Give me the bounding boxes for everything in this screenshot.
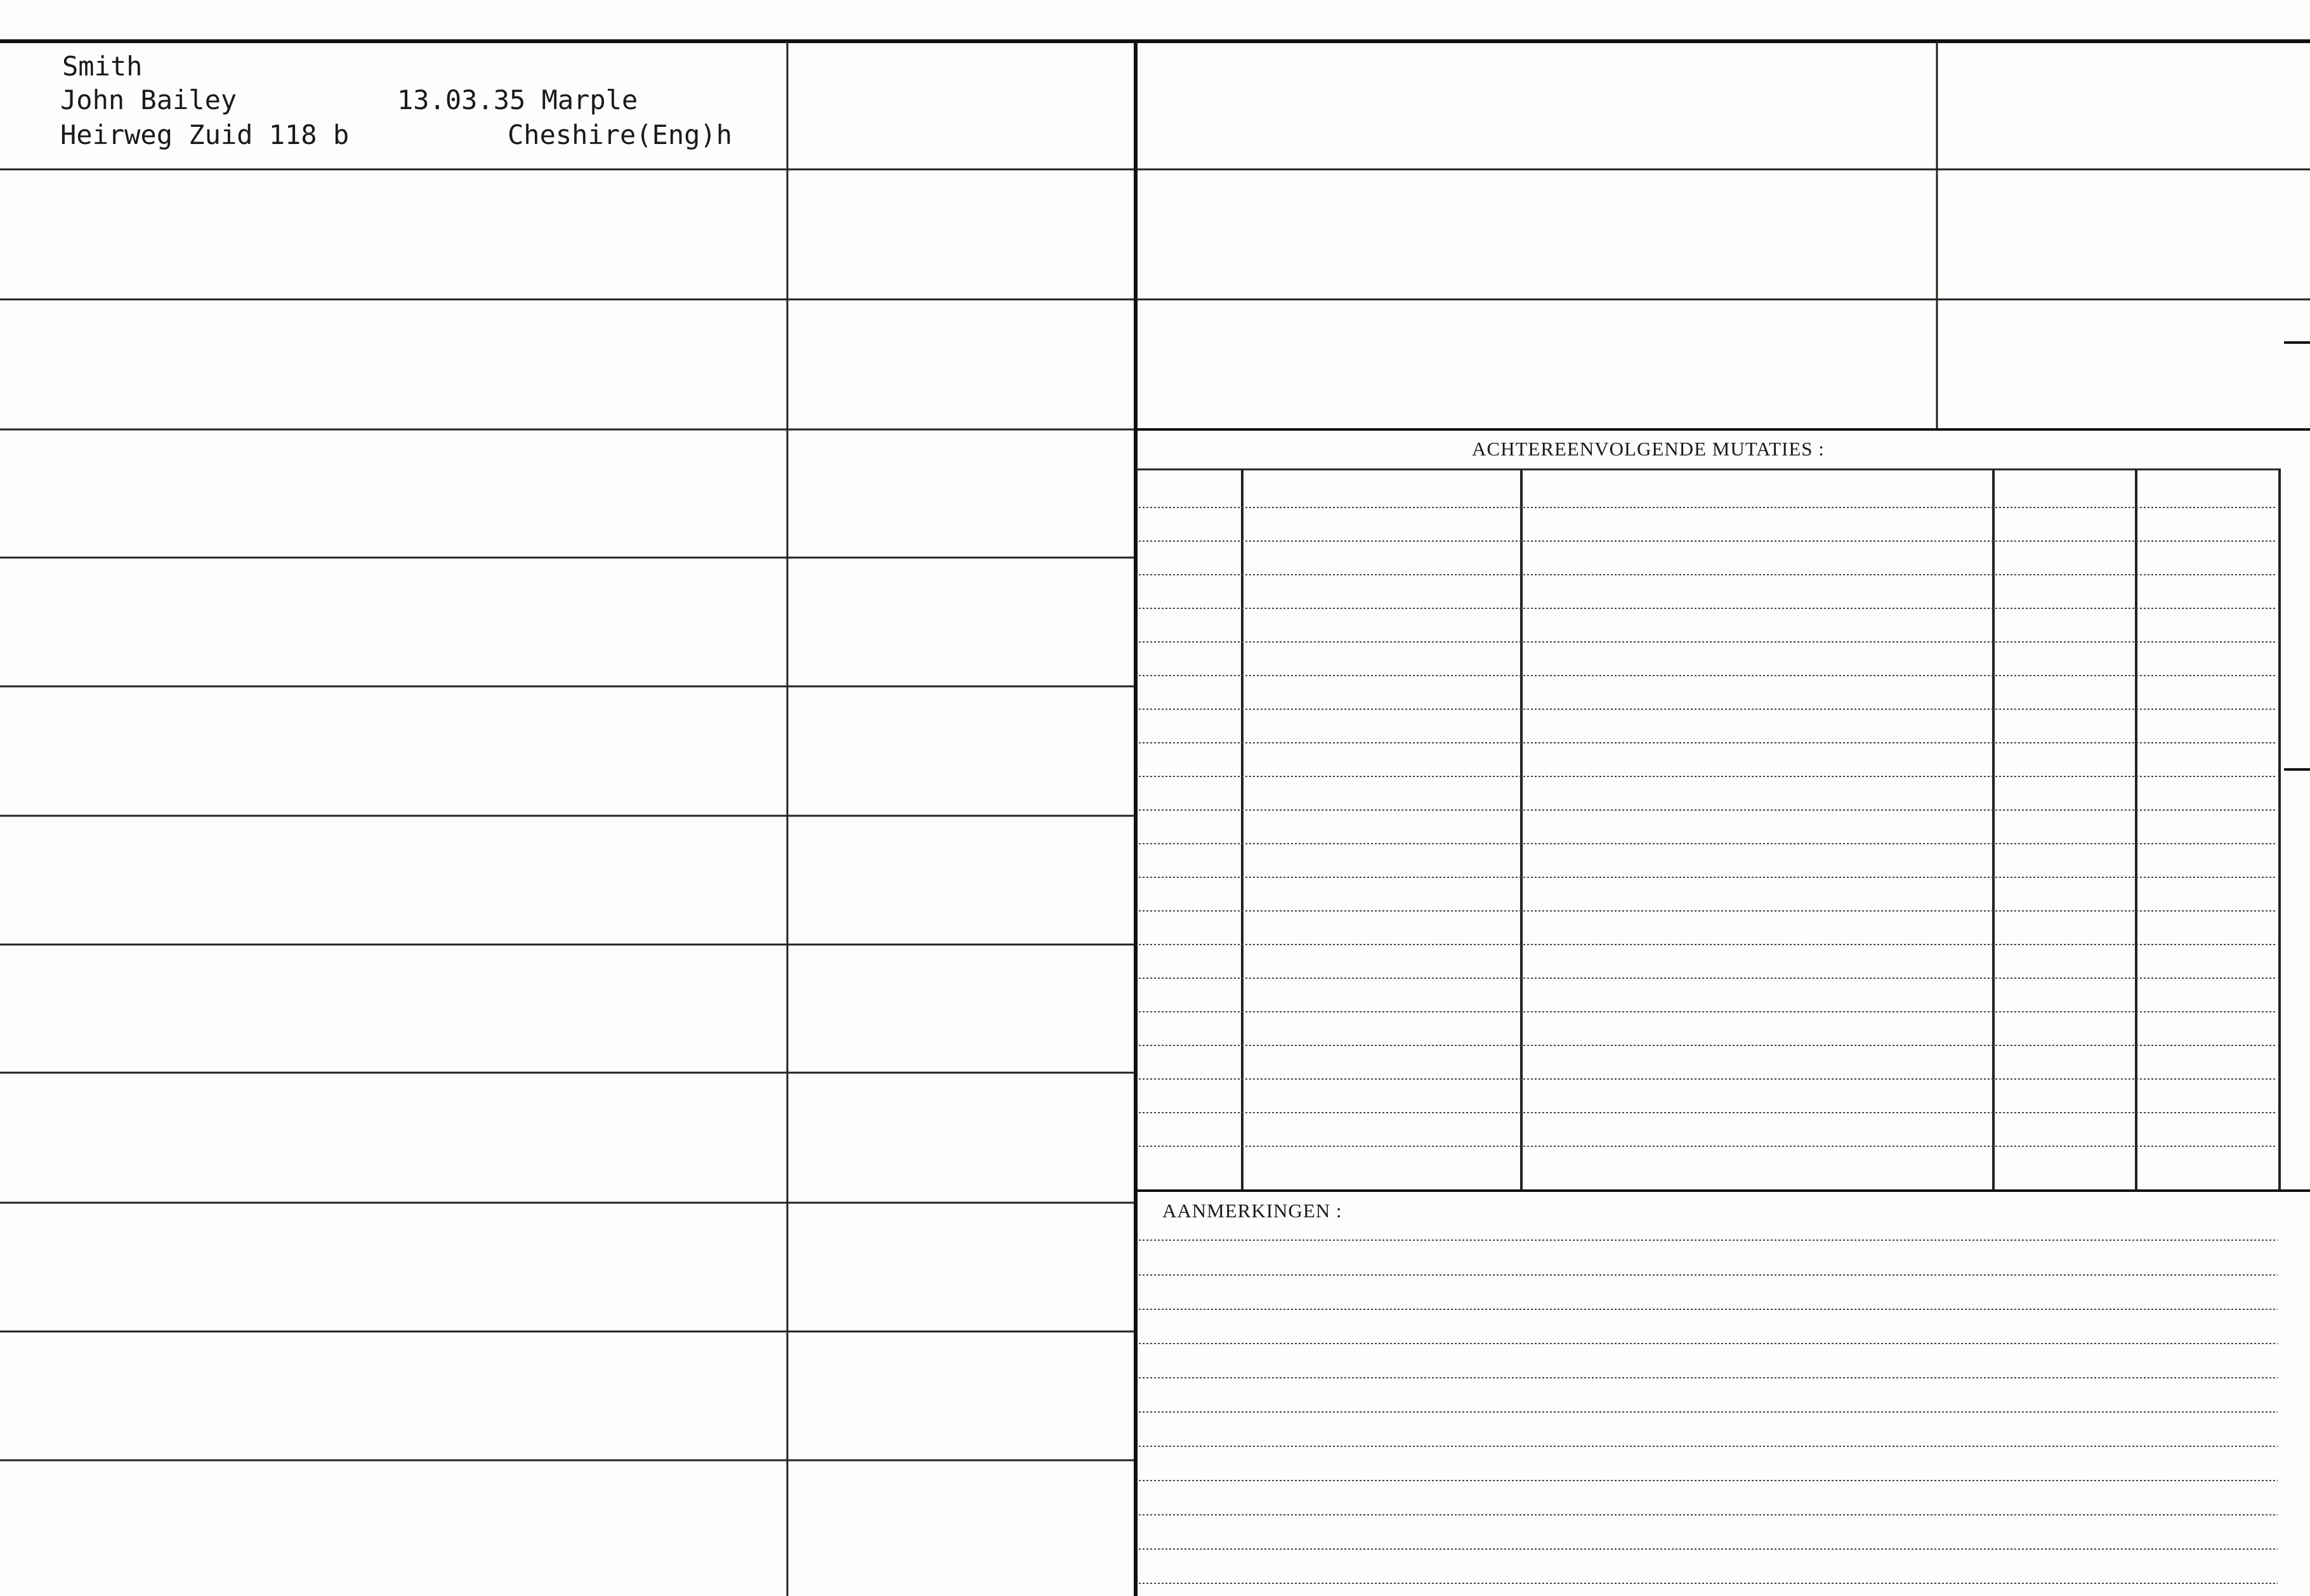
mutations-heading: ACHTEREENVOLGENDE MUTATIES :	[1472, 438, 1825, 460]
right-upper-lines	[1136, 41, 2310, 429]
remarks-heading: AANMERKINGEN :	[1162, 1200, 1342, 1222]
birth-date-place-text: 13.03.35 Marple	[397, 84, 638, 115]
surname-text: Smith	[62, 51, 143, 82]
mutations-dotted-rows	[1139, 507, 2276, 1146]
birth-region-text: Cheshire(Eng)h	[508, 119, 733, 150]
remarks-dotted-rows	[1139, 1240, 2278, 1583]
given-names-text: John Bailey	[60, 84, 237, 115]
mutations-column-lines	[1242, 469, 2280, 1191]
left-row-lines	[0, 169, 1136, 1460]
address-text: Heirweg Zuid 118 b	[60, 119, 350, 150]
edge-tick-marks	[2284, 343, 2310, 769]
